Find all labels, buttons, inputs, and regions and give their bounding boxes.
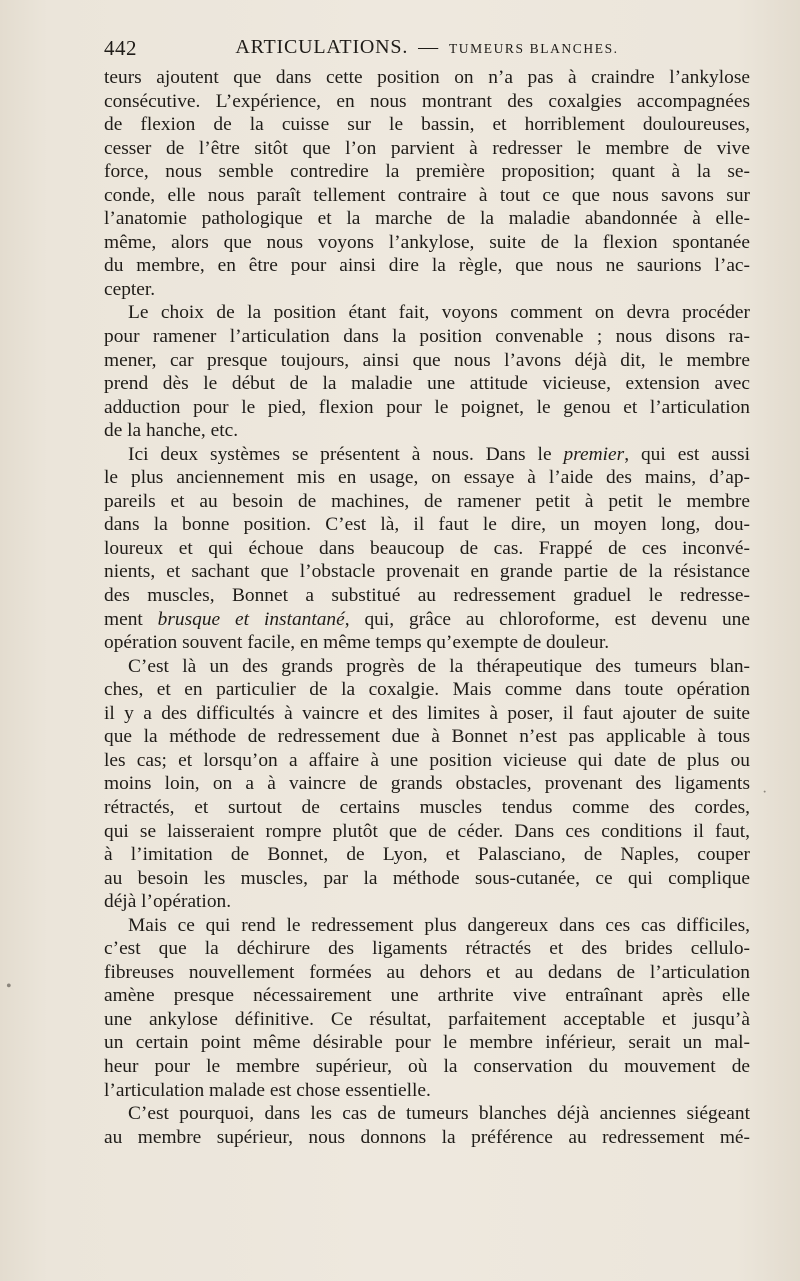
text-line: adduction pour le pied, flexion pour le poignet, le genou et l’articulation: [104, 396, 750, 418]
text-line: fibreuses nouvellement formées au dehors et au dedans de l’articulation: [104, 961, 750, 983]
text-line: prend dès le début de la maladie une attitude vicieuse, extension avec: [104, 373, 750, 395]
text-line: un certain point même désirable pour le membre inférieur, serait un mal-: [104, 1032, 750, 1054]
chapter-title: ARTICULATIONS.: [235, 36, 409, 58]
text-line: l’anatomie pathologique et la marche de la maladie abandonnée à elle-: [104, 208, 750, 230]
text-line: le plus anciennement mis en usage, on essaye à l’aide des mains, d’ap-: [104, 467, 750, 489]
text-line: ches, et en particulier de la coxalgie. Mais comme dans toute opération: [104, 679, 750, 701]
text-line: moins loin, on a à vaincre de grands obstacles, provenant des ligaments: [104, 773, 750, 795]
text-line: opération souvent facile, en même temps qu’exempte de douleur.: [104, 632, 610, 654]
text-line: cepter.: [104, 278, 156, 300]
text-line: consécutive. L’expérience, en nous montrant des coxalgies accompagnées: [104, 90, 750, 112]
text-line: une ankylose définitive. Ce résultat, parfaitement acceptable et jusqu’à: [104, 1008, 750, 1030]
text-line: loureux et qui échoue dans beaucoup de cas. Frappé de ces inconvé-: [104, 537, 750, 559]
text-line: dans la bonne position. C’est là, il faut le dire, un moyen long, dou-: [104, 514, 750, 536]
running-header: [104, 36, 750, 66]
paragraph: [104, 443, 750, 655]
text-line: déjà l’opération.: [104, 891, 232, 913]
text-line: l’articulation malade est chose essentielle.: [104, 1079, 431, 1101]
title-separator: —: [418, 36, 439, 58]
text-line: cesser de l’être sitôt que l’on parvient à redresser le membre de vive: [104, 137, 750, 159]
text-line: Mais ce qui rend le redressement plus dangereux dans ces cas difficiles,: [128, 914, 750, 936]
text-line: Ici deux systèmes se présentent à nous. Dans le premier, qui est aussi: [128, 443, 750, 465]
text-line: il y a des difficultés à vaincre et des limites à poser, il faut ajouter de suite: [104, 702, 750, 724]
text-line: de flexion de la cuisse sur le bassin, et horriblement douloureuses,: [104, 114, 750, 136]
text-line: pour ramener l’articulation dans la position convenable ; nous disons ra-: [104, 326, 750, 348]
text-line: du membre, en être pour ainsi dire la règle, que nous ne saurions l’ac-: [104, 255, 750, 277]
text-line: que la méthode de redressement due à Bonnet n’est pas applicable à tous: [104, 726, 750, 748]
text-line: c’est que la déchirure des ligaments rétractés et des brides cellulo-: [104, 938, 750, 960]
text-line: au membre supérieur, nous donnons la préférence au redressement mé-: [104, 1126, 750, 1148]
text-line: nients, et sachant que l’obstacle provenait en grande partie de la résistance: [104, 561, 750, 583]
text-line: au besoin les muscles, par la méthode sous-cutanée, ce qui complique: [104, 867, 750, 889]
paragraph: [104, 1102, 750, 1149]
section-title: TUMEURS BLANCHES.: [448, 41, 619, 56]
text-line: pareils et au besoin de machines, de ramener petit à petit le membre: [104, 490, 750, 512]
page-number: 442: [104, 36, 137, 60]
text-line: mener, car presque toujours, ainsi que nous l’avons déjà dit, le membre: [104, 349, 750, 371]
paragraph: [104, 66, 750, 301]
text-line: teurs ajoutent que dans cette position on n’a pas à craindre l’ankylose: [104, 67, 750, 88]
running-title: [104, 36, 750, 59]
text-line: ment brusque et instantané, qui, grâce au chloroforme, est devenu une: [104, 608, 750, 630]
text-line: C’est là un des grands progrès de la thérapeutique des tumeurs blan-: [128, 655, 750, 677]
text-line: C’est pourquoi, dans les cas de tumeurs blanches déjà anciennes siégeant: [128, 1103, 750, 1125]
text-line: des muscles, Bonnet a substitué au redressement graduel le redresse-: [104, 585, 750, 607]
text-line: amène presque nécessairement une arthrite vive entraînant après elle: [104, 985, 750, 1007]
body-text: [104, 66, 750, 1149]
margin-dot: ·: [762, 784, 768, 801]
text-line: de la hanche, etc.: [104, 420, 239, 442]
margin-dot: •: [6, 978, 12, 995]
text-line: conde, elle nous paraît tellement contraire à tout ce que nous savons sur: [104, 184, 750, 206]
text-line: Le choix de la position étant fait, voyons comment on devra procéder: [128, 302, 750, 324]
paragraph: [104, 914, 750, 1102]
text-line: qui se laisseraient rompre plutôt que de céder. Dans ces conditions il faut,: [104, 820, 750, 842]
text-line: rétractés, et surtout de certains muscles tendus comme des cordes,: [104, 796, 750, 818]
paragraph: [104, 301, 750, 442]
text-line: à l’imitation de Bonnet, de Lyon, et Palasciano, de Naples, couper: [104, 844, 750, 866]
paragraph: [104, 655, 750, 914]
text-line: force, nous semble contredire la première proposition; quant à la se-: [104, 161, 750, 183]
text-line: heur pour le membre supérieur, où la conservation du mouvement de: [104, 1055, 750, 1077]
text-line: même, alors que nous voyons l’ankylose, suite de la flexion spontanée: [104, 231, 750, 253]
text-line: les cas; et lorsqu’on a affaire à une position vicieuse qui date de plus ou: [104, 749, 750, 771]
